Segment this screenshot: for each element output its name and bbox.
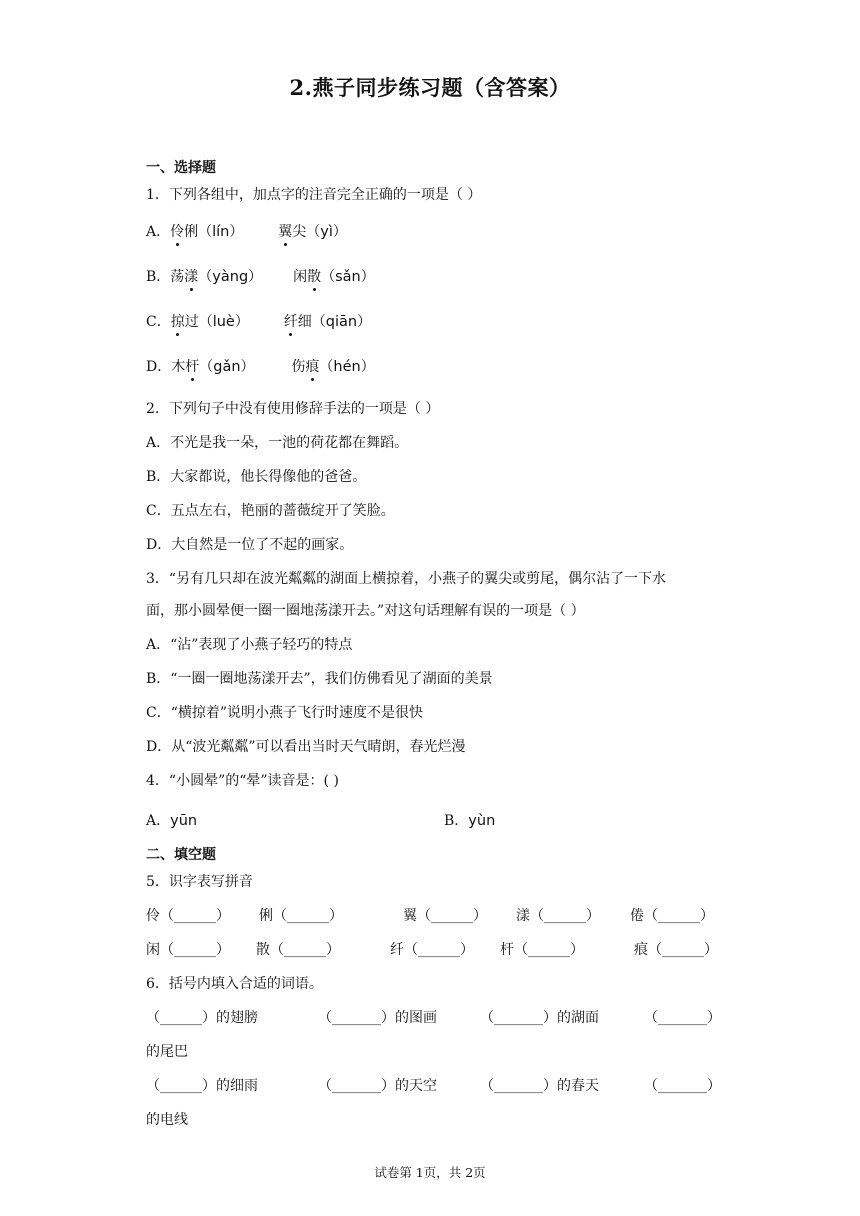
q3-option-c: C．“横掠着”说明小燕子飞行时速度不是很快 [146, 705, 424, 721]
q1-stem: 1．下列各组中，加点字的注音完全正确的一项是（ ） [146, 187, 482, 203]
option-label: D． [146, 359, 172, 375]
option-text: 荡 [170, 269, 185, 285]
q2-option-c: C．五点左右，艳丽的蔷薇绽开了笑脸。 [146, 503, 395, 519]
option-text: 伤 [291, 359, 306, 375]
option-text: 木 [171, 359, 186, 375]
word-blank[interactable]: （_______）的天空 [318, 1078, 437, 1094]
section-heading-fill: 二、填空题 [146, 847, 216, 863]
q3-option-b: B．“一圈一圈地荡漾开去”，我们仿佛看见了湖面的美景 [146, 671, 493, 687]
option-text: 俐（ [184, 224, 213, 240]
pinyin-blank[interactable]: 伶（______） [146, 908, 230, 924]
q3-stem-line1: 3．“另有几只却在波光粼粼的湖面上横掠着，小燕子的翼尖或剪尾，偶尔沾了一下水 [146, 571, 667, 587]
pinyin-blank[interactable]: 倦（______） [630, 908, 714, 924]
word-blank[interactable]: （_______）的春天 [480, 1078, 599, 1094]
pinyin: lín [212, 224, 230, 240]
option-text: （ [199, 359, 214, 375]
pinyin: hén [333, 359, 361, 375]
q2-option-b: B．大家都说，他长得像他的爸爸。 [146, 469, 367, 485]
pinyin-blank[interactable]: 漾（______） [516, 908, 600, 924]
dotted-char: 掠 [170, 314, 185, 330]
q4-option-a [146, 811, 197, 831]
q2-option-a: A．不光是我一朵，一池的荷花都在舞蹈。 [146, 435, 409, 451]
pinyin: gǎn [213, 359, 241, 375]
q4-option-b [444, 811, 495, 831]
q1-option-c [146, 312, 371, 332]
option-label: A． [146, 224, 171, 240]
pinyin: luè [212, 314, 235, 330]
q1-option-a [146, 222, 347, 242]
q3-stem-line2: 面，那小圆晕便一圈一圈地荡漾开去。”对这句话理解有误的一项是（ ） [146, 603, 585, 619]
q3-option-d: D．从“波光粼粼”可以看出当时天气晴朗，春光烂漫 [146, 739, 466, 755]
option-text: ） [360, 269, 375, 285]
option-text: ） [332, 224, 347, 240]
word-blank-continuation: 的尾巴 [146, 1044, 188, 1060]
q3-option-a: A．“沾”表现了小燕子轻巧的特点 [146, 637, 353, 653]
option-label: B． [444, 813, 469, 829]
q2-stem: 2．下列句子中没有使用修辞手法的一项是（ ） [146, 401, 440, 417]
option-text: 尖（ [292, 224, 321, 240]
option-text: （ [319, 359, 334, 375]
dotted-char: 漾 [184, 269, 199, 285]
pinyin: yùn [468, 813, 496, 829]
pinyin: yūn [170, 813, 198, 829]
dotted-char: 散 [307, 269, 322, 285]
q4-stem: 4．“小圆晕”的“晕”读音是：( ) [146, 773, 339, 789]
q6-stem: 6．括号内填入合适的词语。 [146, 976, 323, 992]
dotted-char: 翼 [278, 224, 293, 240]
option-text: ） [248, 269, 263, 285]
pinyin-blank[interactable]: 痕（______） [634, 942, 718, 958]
option-text: ） [229, 224, 244, 240]
word-blank[interactable]: （_______）的湖面 [480, 1010, 599, 1026]
page-title: 2.燕子同步练习题（含答案） [289, 75, 571, 100]
word-blank[interactable]: （______）的细雨 [146, 1078, 258, 1094]
pinyin-blank[interactable]: 散（______） [256, 942, 340, 958]
option-text: ） [360, 359, 375, 375]
option-text: （ [321, 269, 336, 285]
word-blank[interactable]: （______）的翅膀 [146, 1010, 258, 1026]
pinyin-blank[interactable]: 翼（______） [403, 908, 487, 924]
q2-option-d: D．大自然是一位了不起的画家。 [146, 537, 354, 553]
option-label: A． [146, 813, 171, 829]
page-footer: 试卷第 1页，共 2页 [374, 1165, 486, 1180]
pinyin-blank[interactable]: 俐（______） [259, 908, 343, 924]
pinyin-blank[interactable]: 杆（______） [500, 942, 584, 958]
option-label: B． [146, 269, 171, 285]
section-heading-choice: 一、选择题 [146, 160, 216, 176]
option-text: ） [240, 359, 255, 375]
pinyin: sǎn [335, 269, 361, 285]
pinyin-blank[interactable]: 闲（______） [146, 942, 230, 958]
q1-option-d [146, 357, 375, 377]
dotted-char: 痕 [305, 359, 320, 375]
option-text: 细（ [297, 314, 326, 330]
word-blank[interactable]: （_______）的图画 [318, 1010, 437, 1026]
pinyin: yì [320, 224, 333, 240]
dotted-char: 伶 [170, 224, 185, 240]
word-blank[interactable]: （_______） [644, 1010, 721, 1026]
q5-stem: 5．识字表写拼音 [146, 874, 253, 890]
option-text: ） [234, 314, 249, 330]
option-text: ） [357, 314, 372, 330]
option-text: （ [198, 269, 213, 285]
word-blank-continuation: 的电线 [146, 1112, 188, 1128]
dotted-char: 杆 [185, 359, 200, 375]
option-text: 闲 [293, 269, 308, 285]
q1-option-b [146, 267, 375, 287]
word-blank[interactable]: （_______） [644, 1078, 721, 1094]
pinyin: yàng [212, 269, 249, 285]
pinyin-blank[interactable]: 纤（______） [390, 942, 474, 958]
dotted-char: 纤 [283, 314, 298, 330]
option-text: 过（ [184, 314, 213, 330]
pinyin: qiān [325, 314, 358, 330]
option-label: C． [146, 314, 171, 330]
